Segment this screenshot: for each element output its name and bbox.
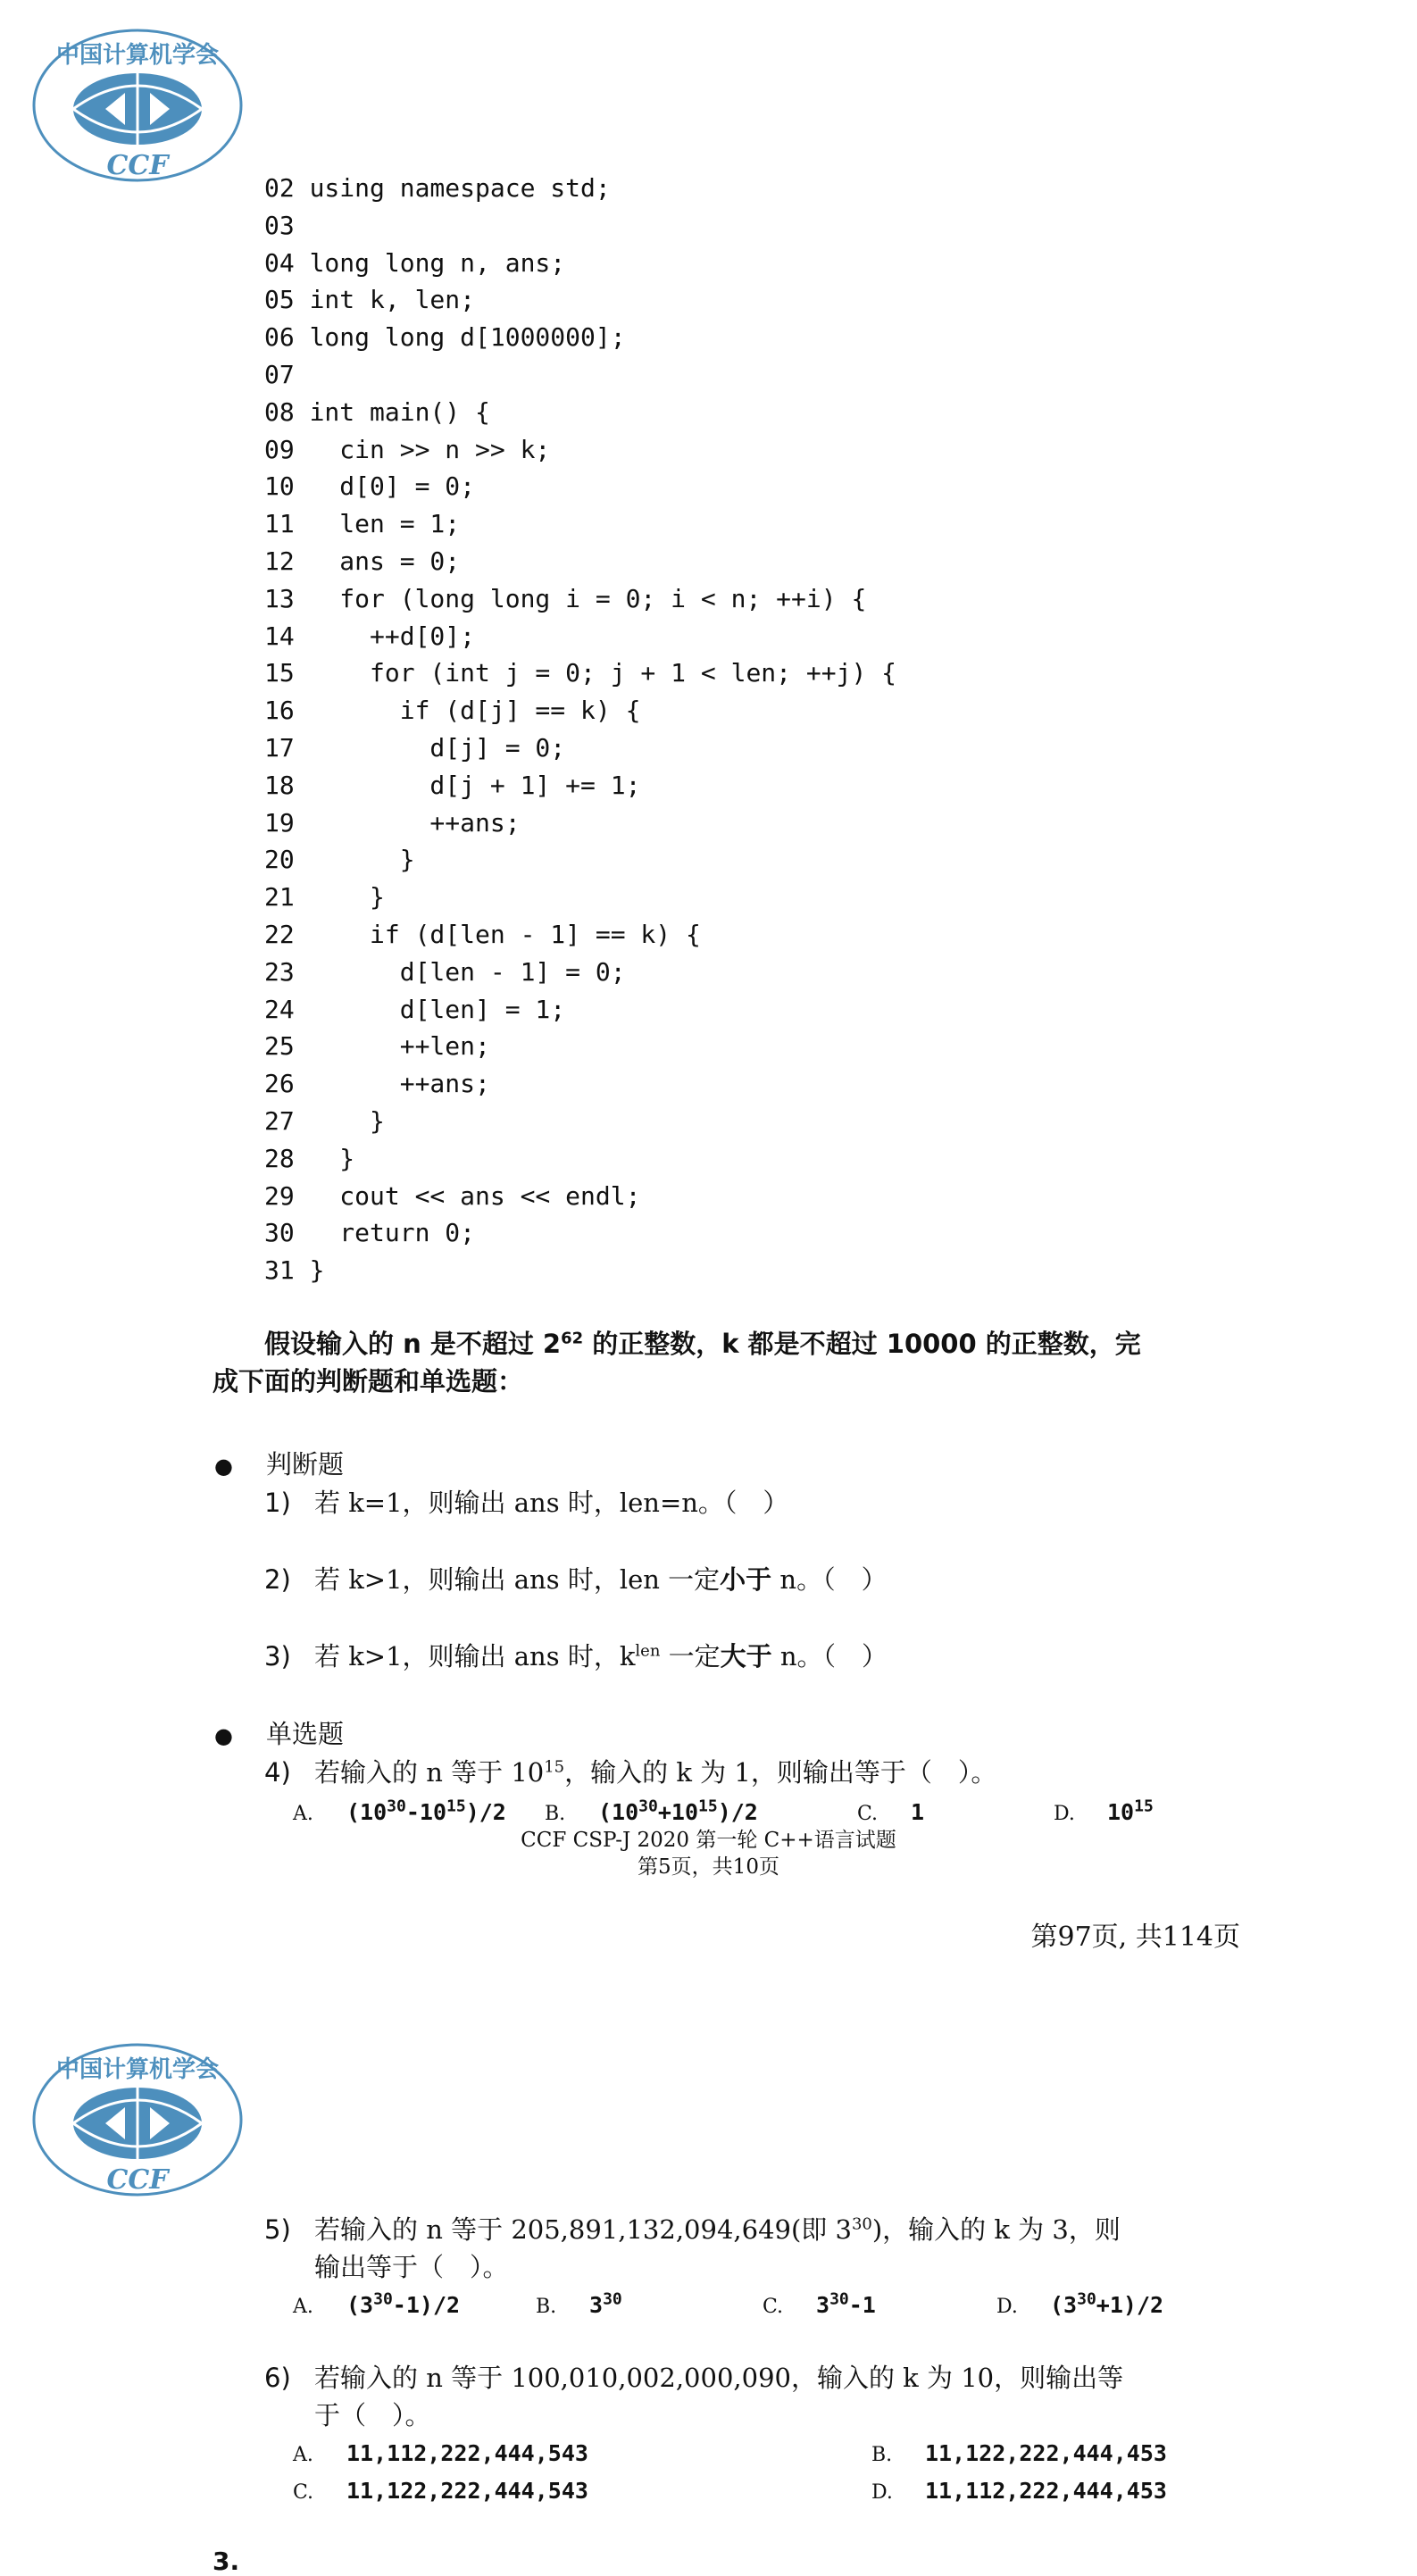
q6-option-c[interactable]: C. 11,122,222,444,543 — [293, 2478, 588, 2504]
q5-option-d[interactable]: D. $(3^{30}+1)/2$ — [996, 2289, 1164, 2318]
code-line: 28 } — [264, 1143, 355, 1173]
svg-text:中国计算机学会: 中国计算机学会 — [55, 2056, 220, 2083]
code-line: 18 d[j + 1] += 1; — [264, 770, 641, 800]
problem-intro: 假设输入的 n 是不超过 $2^{62}$ 的正整数，k 都是不超过 10000 的正整数，完 成下面的判断题和单选题： — [213, 1329, 1141, 1396]
ccf-logo — [30, 27, 245, 183]
code-line: 04 long long n, ans; — [264, 247, 566, 278]
page-footer — [0, 1827, 1417, 1880]
code-listing — [264, 170, 896, 1289]
q5-option-c[interactable]: C. $3^{30}-1$ — [763, 2289, 876, 2318]
code-line: 11 len = 1; — [264, 509, 461, 539]
q4-option-c[interactable]: C. 1 — [857, 1799, 925, 1825]
bullet-icon: ● — [214, 1454, 233, 1479]
footer-page: 第5页，共10页 — [638, 1855, 779, 1879]
page-2 — [0, 2000, 1417, 2576]
code-line: 07 — [264, 359, 295, 389]
code-line: 12 ans = 0; — [264, 546, 461, 576]
code-line: 24 d[len] = 1; — [264, 994, 566, 1024]
code-line: 25 ++len; — [264, 1031, 490, 1062]
q6-option-a[interactable]: A. 11,112,222,444,543 — [293, 2440, 588, 2466]
q5-option-a[interactable]: A. $(3^{30}-1)/2$ — [293, 2289, 461, 2318]
footer-title: CCF CSP-J 2020 第一轮 C++语言试题 — [521, 1829, 896, 1852]
section-judge: ● 判断题 — [214, 1446, 344, 1484]
code-line: 06 long long d[1000000]; — [264, 322, 626, 353]
page-counter: 第97页, 共114页 — [1030, 1922, 1240, 1953]
code-line: 20 } — [264, 845, 415, 875]
code-line: 17 d[j] = 0; — [264, 732, 566, 763]
question-2: 2) 若 k>1，则输出 ans 时，len 一定小于 n。（ ） — [264, 1564, 888, 1595]
q6-option-d[interactable]: D. 11,112,222,444,453 — [871, 2478, 1167, 2504]
q4-option-b[interactable]: B. $(10^{30}+10^{15})/2$ — [545, 1797, 758, 1825]
code-line: 08 int main() { — [264, 396, 490, 427]
q4-option-d[interactable]: D. $10^{15}$ — [1054, 1797, 1154, 1825]
code-line: 05 int k, len; — [264, 285, 476, 315]
code-line: 27 } — [264, 1105, 385, 1136]
next-problem-number: 3. — [213, 2547, 240, 2576]
code-line: 30 return 0; — [264, 1218, 476, 1248]
code-line: 23 d[len - 1] = 0; — [264, 956, 626, 987]
q5-option-b[interactable]: B. $3^{30}$ — [536, 2289, 622, 2318]
question-3: 3) 若 k>1，则输出 ans 时，$k^{len}$ 一定大于 n。（ ） — [264, 1641, 888, 1671]
code-line: 15 for (int j = 0; j + 1 < len; ++j) { — [264, 658, 897, 688]
section-choice: ● 单选题 — [214, 1716, 344, 1754]
code-line: 09 cin >> n >> k; — [264, 434, 551, 464]
code-line: 13 for (long long i = 0; i < n; ++i) { — [264, 583, 867, 613]
question-5: 5) 若输入的 n 等于 205,891,132,094,649(即 $3^{30}$)，输入的 k 为 3，则 输出等于（ ）。 — [264, 2214, 1121, 2282]
svg-text:CCF: CCF — [106, 2164, 169, 2196]
code-line: 02 using namespace std; — [264, 173, 611, 203]
code-line: 22 if (d[len - 1] == k) { — [264, 919, 701, 949]
bullet-icon: ● — [214, 1723, 233, 1748]
code-line: 10 d[0] = 0; — [264, 471, 476, 502]
code-line: 19 ++ans; — [264, 807, 521, 838]
svg-text:中国计算机学会: 中国计算机学会 — [55, 42, 220, 69]
code-line: 03 — [264, 210, 295, 240]
svg-text:CCF: CCF — [106, 150, 169, 181]
code-line: 26 ++ans; — [264, 1069, 490, 1099]
question-4: 4) 若输入的 n 等于 $10^{15}$，输入的 k 为 1，则输出等于（ ）。 — [264, 1757, 997, 1788]
q6-option-b[interactable]: B. 11,122,222,444,453 — [871, 2440, 1167, 2466]
ccf-logo — [30, 2041, 245, 2197]
q4-option-a[interactable]: A. $(10^{30}-10^{15})/2$ — [293, 1797, 506, 1825]
code-line: 14 ++d[0]; — [264, 621, 476, 651]
code-line: 16 if (d[j] == k) { — [264, 696, 641, 726]
code-line: 29 cout << ans << endl; — [264, 1180, 641, 1211]
code-line: 31 } — [264, 1255, 325, 1286]
code-line: 21 } — [264, 882, 385, 913]
question-6: 6) 若输入的 n 等于 100,010,002,000,090，输入的 k 为 10，则输出等 于（ ）。 — [264, 2363, 1124, 2430]
question-1: 1) 若 k=1，则输出 ans 时，len=n。（ ） — [264, 1488, 789, 1518]
